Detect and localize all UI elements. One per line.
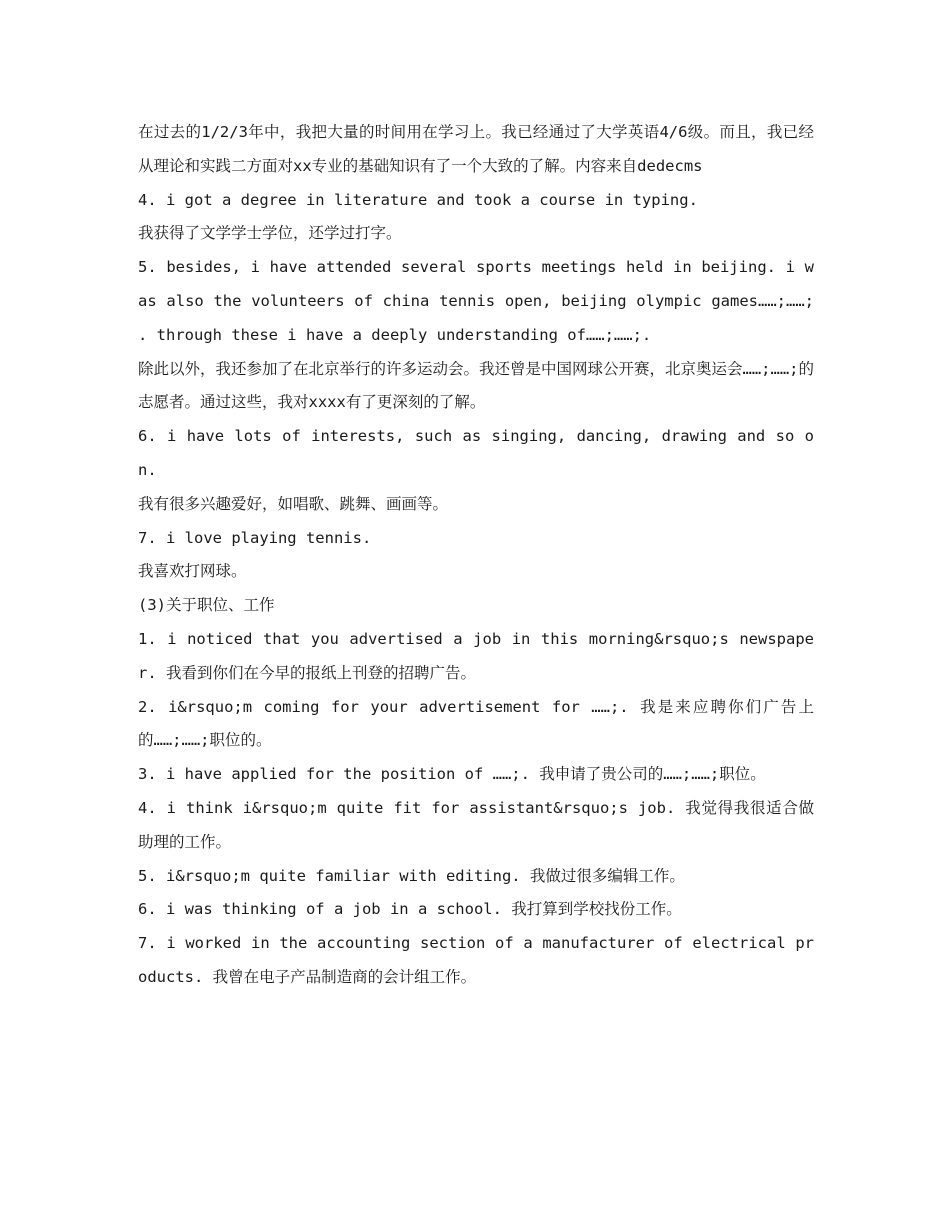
- paragraph-zh-4-degree: 我获得了文学学士学位，还学过打字。: [138, 224, 402, 243]
- paragraph-job-7: 7. i worked in the accounting section of a manufacturer of electrical products. 我曾在电子产品制造商的会计组工作。: [138, 934, 814, 986]
- section-heading-position-job: (3)关于职位、工作: [138, 596, 275, 615]
- paragraph-zh-7-tennis: 我喜欢打网球。: [138, 562, 247, 581]
- paragraph-zh-6-interests: 我有很多兴趣爱好，如唱歌、跳舞、画画等。: [138, 494, 449, 513]
- paragraph-en-7-tennis: 7. i love playing tennis.: [138, 528, 372, 547]
- paragraph-job-2: 2. i&rsquo;m coming for your advertisement for ……;. 我是来应聘你们广告上的……;……;职位的。: [138, 697, 814, 750]
- paragraph-zh-5-sports: 除此以外，我还参加了在北京举行的许多运动会。我还曾是中国网球公开赛，北京奥运会……;……;的志愿者。通过这些，我对xxxx有了更深刻的了解。: [138, 359, 814, 412]
- paragraph-job-4: 4. i think i&rsquo;m quite fit for assistant&rsquo;s job. 我觉得我很适合做助理的工作。: [138, 798, 814, 851]
- paragraph-en-4-degree: 4. i got a degree in literature and took a course in typing.: [138, 190, 698, 209]
- paragraph-en-6-interests: 6. i have lots of interests, such as singing, dancing, drawing and so on.: [138, 427, 814, 479]
- paragraph-study-summary: 在过去的1/2/3年中，我把大量的时间用在学习上。我已经通过了大学英语4/6级。而且，我已经从理论和实践二方面对xx专业的基础知识有了一个大致的了解。内容来自dedecms: [138, 123, 814, 175]
- paragraph-job-3: 3. i have applied for the position of ……;. 我申请了贵公司的……;……;职位。: [138, 765, 766, 784]
- paragraph-job-1: 1. i noticed that you advertised a job in this morning&rsquo;s newspaper. 我看到你们在今早的报纸上刊登的招聘广告。: [138, 629, 814, 682]
- document-body: [138, 116, 814, 995]
- paragraph-en-5-sports: 5. besides, i have attended several sports meetings held in beijing. i was also the volunteers of china tennis open, beijing olympic games……;……; . through these i have a deeply understanding of……;……;.: [138, 258, 814, 344]
- paragraph-job-6: 6. i was thinking of a job in a school. 我打算到学校找份工作。: [138, 900, 682, 919]
- paragraph-job-5: 5. i&rsquo;m quite familiar with editing. 我做过很多编辑工作。: [138, 866, 685, 885]
